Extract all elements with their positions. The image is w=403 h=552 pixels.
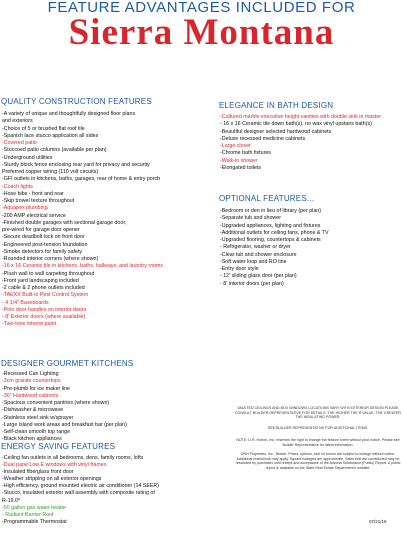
quality-feature-item: -Finished double garages with sectional garage door, [2,219,127,226]
quality-construction-heading: QUALITY CONSTRUCTION FEATURES [1,97,152,106]
quality-feature-item: -200 AMP electrical service [2,212,66,219]
quality-feature-item: -Secure deadbolt lock on front door [2,234,85,241]
quality-feature-item: -Sturdy block fence enclosing rear yard for privacy and security [2,161,150,168]
optional-feature-item: -Clear tub and shower enclosure [220,251,297,258]
quality-feature-item: -TAEXX Built-in Pest Control System [2,292,89,299]
kitchens-feature-item: -3cm granite countertops [2,378,61,385]
quality-feature-item: -Coach lights [2,183,33,190]
designer-kitchens-heading: DESIGNER GOURMET KITCHENS [1,359,134,368]
energy-saving-heading: ENERGY SAVING FEATURES [1,442,116,451]
optional-feature-item: -Additional outlets for ceiling fans, phone & TV [220,229,329,236]
page-subtitle: FEATURE ADVANTAGES INCLUDED FOR [47,0,356,16]
bath-feature-item: -Elongated toilets [220,164,261,171]
energy-feature-item: -Insulated fiberglass front door [2,469,74,476]
quality-feature-item: -Front yard landscaping included [2,277,79,284]
revision-date: 07/21/16 [369,519,387,524]
bath-feature-item: -Deluxe recessed medicine cabinets [220,135,306,142]
kitchens-feature-item: -36" Hardwood cabinets [2,392,59,399]
kitchens-feature-item: -Recessed Can Lighting [2,371,59,377]
energy-saving-list [2,455,159,526]
kitchens-feature-item: -Large island work areas and breakfast bar (per plan) [2,421,127,428]
quality-feature-item: -A variety of unique and thoughtfully designed floor plans [2,111,136,117]
bath-design-list [220,114,381,172]
fine-print-see-builder: SEE BUILDER REPRESENTATIVE FOR ADDITIONAL ITEMS. [267,426,369,430]
optional-features-heading: OPTIONAL FEATURES... [219,194,315,203]
quality-feature-item: -16 x 16 Ceramic tile in kitchens, baths, hallways, and laundry rooms [2,263,164,270]
quality-feature-item: Preferred copper wiring (110 volt circuits) [2,169,99,175]
kitchens-feature-item: -Stainless steel sink w/sprayer [2,414,74,421]
optional-feature-item: -Upgraded appliances, lighting and fixtures [220,222,321,229]
optional-feature-item: -Bedroom or den in lieu of library (per plan) [220,208,321,214]
page-title: Sierra Montana [68,12,335,53]
quality-feature-item: -Underground utilities [2,154,53,161]
quality-feature-item: and exteriors [2,118,33,125]
kitchens-feature-item: -Pre-plumb for ice maker line [2,385,70,392]
optional-features-list [220,208,329,288]
quality-feature-item: -Smoke detectors for family safety [2,248,83,255]
bath-feature-item: -Large closet [220,143,251,149]
kitchens-feature-item: -Self-clean smooth top range [2,429,71,435]
quality-feature-item: -Plush wall to wall carpeting throughout [2,270,95,277]
energy-feature-item: -High efficiency, ground mounted electric air conditioner (14 SEER) [2,483,160,490]
energy-feature-item: -Ceiling fan outlets in all bedrooms, dens, family rooms, lofts [2,455,144,461]
quality-feature-item: -Hose bibs - front and rear [2,190,64,197]
optional-feature-item: -Separate tub and shower [220,215,281,222]
quality-feature-item: pre-wired for garage door opener [2,227,80,233]
quality-feature-item: -Aquapex plumbing [2,205,48,212]
optional-feature-item: -Soft water loop and RO line [220,258,287,265]
quality-feature-item: -Covered patio [2,140,37,146]
bath-feature-item: -Beautiful designer selected hardwood cabinets [220,128,332,135]
quality-feature-item: -GFI outlets in kitchens, baths, garages, rear of home & entry porch [2,176,161,183]
bath-design-heading: ELEGANCE IN BATH DESIGN [219,101,334,110]
energy-feature-item: R-19.0^ [2,497,21,504]
quality-construction-list [2,111,163,329]
quality-feature-item: -Two-tone interior paint [2,321,57,328]
quality-feature-item: -Choice of 5 or brushed flat roof tile [2,125,85,132]
quality-feature-item: -Spanish lace stucco application all sides [2,132,99,139]
quality-feature-item: -Rounded interior corners (where shown) [2,256,99,262]
bath-feature-item: -Cultured marble executive height vanities with double sink in master [220,114,382,120]
quality-feature-item: -Stuccoed patio columns (available per plan) [2,147,107,154]
designer-kitchens-list [2,371,127,444]
optional-feature-item: - 12' sliding glass door (per plan) [220,273,297,280]
bath-feature-item: -Walk-in shower [220,157,258,164]
fine-print-vaulted-ceilings: VAULTED CEILINGS AND BOX WINDOWS LOCATIONS VARY WITH EXTERIOR DESIGN PLEASE CONSULT BUILDER REPRESENTATIVE FOR DETAILS. THE HIGHER THE R VALUE, THE GREATER THE INSULATING POWER. [234,406,402,420]
energy-feature-item: -Dual pane Low E windows with vinyl frames [2,462,107,469]
optional-feature-item: -Entry door style [220,266,259,272]
fine-print-disclaimer: DRH Properties, Inc., Broker. Prices, options, and /or bonus are subject to change without notice. Additional restrictions may apply. Square footages are approximate. Sales that are conditioned may be rescinded by purchaser until receipt and acceptance of the Arizona Subdivision (Public) Report. A public report is available on the State Real Estate Department's website. [235,452,401,470]
energy-feature-item: -Stucco, insulated exterior wall assembly with composite rating of [2,490,155,497]
bath-feature-item: -Chrome bath fixtures [220,150,271,157]
energy-feature-item: -Weather stripping on all exterior openings [2,476,102,483]
fine-print-note: NOTE: D.R. Horton, Inc. reserves the right to change the feature sheet without prior notice. Please see Builder Representative for latest information. [236,438,400,447]
energy-feature-item: -50 gallon gas water heater [2,504,67,511]
quality-feature-item: -Skip trowel texture throughout [2,198,75,204]
quality-feature-item: -Engineered post-tension foundation [2,241,88,248]
energy-feature-item: - Radiant Barrier Roof [2,511,54,518]
optional-feature-item: - 8' interior doors (per plan) [220,280,284,287]
kitchens-feature-item: -Black kitchen appliances [2,436,62,443]
bath-feature-item: - 16 x 16 Ceramic tile down bath(s), no wax vinyl upstairs bath(s) [220,121,372,128]
optional-feature-item: - Refrigerator, washer or dryer [220,244,291,251]
kitchens-feature-item: -Dishwasher & microwave [2,407,64,414]
quality-feature-item: -2 cable & 2 phone outlets included [2,285,85,291]
optional-feature-item: -Upgraded flooring, countertops & cabinets [220,237,321,243]
quality-feature-item: -Polo door handles on interior doors [2,306,87,313]
quality-feature-item: - 8' Exterior doors (where available) [2,314,86,320]
kitchens-feature-item: -Spacious convenient pantries (where shown) [2,400,110,406]
quality-feature-item: - 4 1/4" Baseboards [2,299,49,306]
energy-feature-item: -Programmable Thermostat [2,518,67,525]
